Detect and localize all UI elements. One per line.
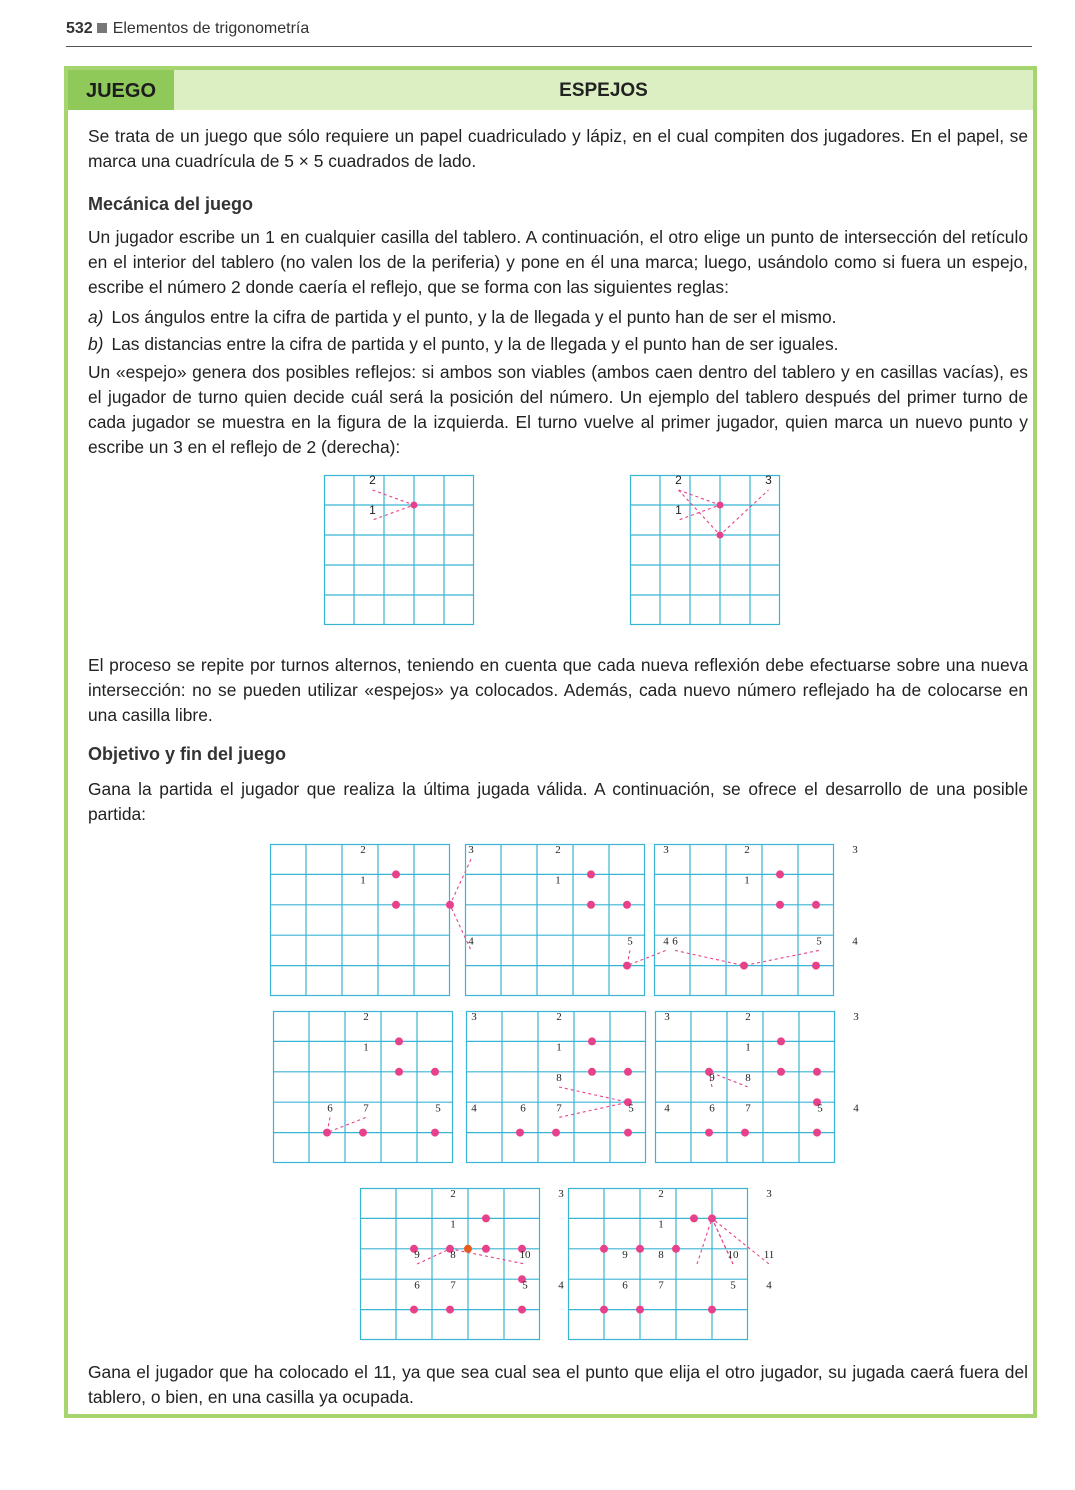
mirror-point [705,1129,713,1137]
mirror-point [431,1129,439,1137]
mirror-point [690,1214,698,1222]
board-number: 8 [556,1072,562,1084]
board-number: 4 [558,1279,564,1292]
mirror-point [623,901,631,909]
rule-a [88,305,1028,330]
board-number: 10 [727,1249,739,1261]
mirror-point [395,1037,403,1045]
mirror-point [636,1245,644,1253]
board-number: 1 [745,1041,751,1054]
mirror-point [600,1245,608,1253]
rule-a-text: Los ángulos entre la cifra de partida y el punto, y la de llegada y el punto han de ser el mismo. [111,307,837,327]
board-number: 3 [558,1188,564,1201]
page-number: 532 [66,20,93,37]
board-border [656,1012,835,1163]
board-number: 1 [556,1041,562,1054]
box-title: ESPEJOS [559,80,648,101]
board-number: 5 [816,935,822,948]
board-number: 8 [658,1249,664,1261]
mirror-point [392,901,400,909]
reflection-line [679,490,769,535]
board-number: 3 [663,844,669,857]
mirror-point [740,962,748,970]
example-board-left [324,475,474,625]
game-board-7 [360,1188,564,1340]
board-number: 2 [450,1188,456,1201]
board-border [466,845,645,996]
board-number: 7 [556,1102,562,1115]
board-number: 1 [369,503,376,517]
mirror-point [431,1068,439,1076]
game-board-8 [568,1188,775,1340]
mirror-point [587,901,595,909]
board-number: 5 [730,1279,736,1292]
board-number: 8 [745,1072,751,1084]
board-number: 3 [471,1011,477,1024]
board-number: 4 [766,1279,772,1292]
mirror-point [741,1129,749,1137]
board-number: 3 [852,844,858,857]
board-number: 4 [852,935,858,948]
board-number: 2 [363,1011,369,1024]
mirror-point [395,1068,403,1076]
intro-paragraph: Se trata de un juego que sólo requiere un papel cuadriculado y lápiz, en el cual compiten dos jugadores. En el papel, se marca una cuadrícula de 5 × 5 cuadrados de lado. [88,126,1028,171]
board-number: 9 [414,1249,420,1261]
board-number: 3 [765,473,772,487]
mirror-point [446,901,454,909]
mirror-point [636,1306,644,1314]
board-number: 2 [675,473,682,487]
board-number: 6 [709,1102,715,1115]
board-number: 4 [468,935,474,948]
mirror-point [411,502,418,509]
board-number: 3 [664,1011,670,1024]
board-border [325,476,474,625]
mirror-point [623,962,631,970]
board-number: 8 [450,1249,456,1261]
rule-b-text: Las distancias entre la cifra de partida y el punto, y la de llegada y el punto han de ser iguales. [111,334,839,354]
mirror-point [600,1306,608,1314]
board-border [631,476,780,625]
mechanics-paragraph-2: Un «espejo» genera dos posibles reflejos: si ambos son viables (ambos caen dentro del tablero y en casillas vacías), es el jugador de turno quien decide cuál será la posición del número. Un ejemplo del tablero después del primer turno de cada jugador se muestra en la figura de la izquierda. El turno vuelve al primer jugador, quien marca un nuevo punto y escribe un 3 en el reflejo de 2 (derecha): [88,362,1028,457]
board-number: 2 [369,473,376,487]
mechanics-heading: Mecánica del juego [88,194,254,214]
board-number: 6 [622,1279,628,1292]
board-number: 1 [555,874,561,887]
board-number: 1 [363,1041,369,1054]
mirror-point [776,870,784,878]
board-number: 1 [658,1218,664,1231]
process-paragraph: El proceso se repite por turnos alternos, teniendo en cuenta que cada nueva reflexión debe efectuarse sobre una nueva intersección: no se pueden utilizar «espejos» ya colocados. Además, cada nuevo número reflejado ha de colocarse en una casilla libre. [88,655,1028,725]
board-number: 10 [519,1249,531,1261]
board-border [274,1012,453,1163]
board-number: 6 [520,1102,526,1115]
game-board-6 [655,1011,859,1163]
mirror-point [812,962,820,970]
rule-a-label: a) [88,307,104,327]
mirror-point [359,1129,367,1137]
mirror-point [624,1068,632,1076]
board-number: 2 [745,1011,751,1024]
board-border [467,1012,646,1163]
board-number: 2 [556,1011,562,1024]
mirror-point [446,1306,454,1314]
board-number: 1 [360,874,366,887]
section-title: Elementos de trigonometría [112,20,310,37]
board-number: 4 [471,1102,477,1115]
board-number: 3 [468,844,474,857]
board-number: 4 [663,935,669,948]
board-number: 5 [628,1102,634,1115]
board-number: 3 [853,1011,859,1024]
board-number: 5 [627,935,633,948]
mirror-point [717,502,724,509]
board-number: 6 [414,1279,420,1292]
game-board-1 [270,844,474,996]
mirror-point [813,1129,821,1137]
board-number: 1 [675,503,682,517]
mirror-point [776,901,784,909]
board-number: 2 [744,844,750,857]
board-number: 6 [327,1102,333,1115]
mirror-point [812,901,820,909]
objective-heading: Objetivo y fin del juego [88,744,287,764]
board-border [655,845,834,996]
mirror-point [482,1214,490,1222]
square-bullet-icon [97,23,107,33]
mirror-point [323,1129,331,1137]
board-number: 1 [744,874,750,887]
board-number: 4 [664,1102,670,1115]
board-number: 4 [853,1102,859,1115]
mirror-point [717,532,724,539]
box-title-bar [68,70,1033,110]
board-number: 9 [709,1072,715,1084]
conclusion-paragraph: Gana el jugador que ha colocado el 11, ya que sea cual sea el punto que elija el otro jugador, su jugada caerá fuera del tablero, o bien, en una casilla ya ocupada. [88,1362,1028,1407]
mirror-point [516,1129,524,1137]
board-number: 7 [658,1279,664,1292]
board-number: 5 [435,1102,441,1115]
board-number: 3 [766,1188,772,1201]
board-number: 2 [360,844,366,857]
rule-b [88,332,1028,357]
mirror-point [708,1306,716,1314]
highlight-point [464,1245,472,1253]
mirror-point [392,870,400,878]
mirror-point [518,1306,526,1314]
mirror-point [588,1068,596,1076]
mirror-point [588,1037,596,1045]
board-border [569,1189,748,1340]
board-number: 5 [522,1279,528,1292]
board-number: 1 [450,1218,456,1231]
board-number: 2 [555,844,561,857]
mirror-point [672,1245,680,1253]
mirror-point [708,1214,716,1222]
page-header [66,20,1032,47]
board-number: 11 [763,1249,775,1261]
game-board-4 [273,1011,477,1163]
mirror-point [552,1129,560,1137]
mirror-point [587,870,595,878]
board-border [271,845,450,996]
rule-b-label: b) [88,334,104,354]
mirror-point [777,1068,785,1076]
board-number: 7 [363,1102,369,1115]
game-board-3 [654,844,858,996]
box-tag: JUEGO [68,70,174,110]
objective-paragraph: Gana la partida el jugador que realiza la última jugada válida. A continuación, se ofrece el desarrollo de una posible partida: [88,779,1028,824]
mirror-point [482,1245,490,1253]
board-number: 6 [672,935,678,948]
game-box [64,66,1037,1418]
mirror-point [813,1068,821,1076]
board-border [361,1189,540,1340]
mirror-point [410,1306,418,1314]
board-number: 9 [622,1249,628,1261]
game-board-2 [465,844,669,996]
board-number: 5 [817,1102,823,1115]
board-number: 2 [658,1188,664,1201]
reflection-line [709,1072,748,1087]
example-board-right [630,475,780,625]
mechanics-paragraph: Un jugador escribe un 1 en cualquier casilla del tablero. A continuación, el otro elige un punto de intersección del retículo en el interior del tablero (no valen los de la periferia) y pone en él una marca; luego, usándolo como si fuera un espejo, escribe el número 2 donde caería el reflejo, que se forma con las siguientes reglas: [88,227,1028,297]
board-number: 7 [450,1279,456,1292]
mirror-point [624,1129,632,1137]
mirror-point [777,1037,785,1045]
game-board-5 [466,1011,670,1163]
board-number: 7 [745,1102,751,1115]
